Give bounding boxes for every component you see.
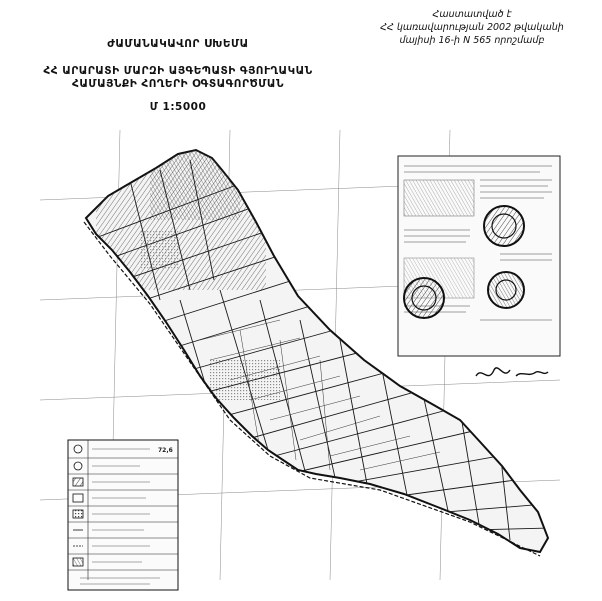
approval-line-2: ՀՀ կառավարության 2002 թվականի: [380, 22, 564, 33]
map-legend: [68, 440, 178, 590]
stamp-seal-icon: [484, 206, 524, 246]
approval-line-1: Հաստատված է: [432, 9, 512, 20]
stamp-seal-icon: [488, 272, 524, 308]
approval-line-3: մայիսի 16-ի N 565 որոշմամբ: [399, 35, 545, 46]
map-subtitle-line-2: ՀԱՄԱՅՆՔԻ ՀՈՂԵՐԻ ՕԳՏԱԳՈՐԾՄԱՆ: [72, 78, 284, 90]
stamp-seal-icon: [404, 278, 444, 318]
signature-icon: [476, 368, 548, 376]
map-scale: Մ 1:5000: [149, 101, 207, 113]
legend-value: 72,6: [158, 447, 173, 454]
map-title: ԺԱՄԱՆԱԿԱՎՈՐ ՍԽԵՄԱ: [107, 38, 249, 50]
map-subtitle-line-1: ՀՀ ԱՐԱՐԱՏԻ ՄԱՐԶԻ ԱՅԳԵՊԱՏԻ ԳՅՈՒՂԱԿԱՆ: [43, 65, 313, 77]
approval-sheet: [398, 156, 560, 356]
